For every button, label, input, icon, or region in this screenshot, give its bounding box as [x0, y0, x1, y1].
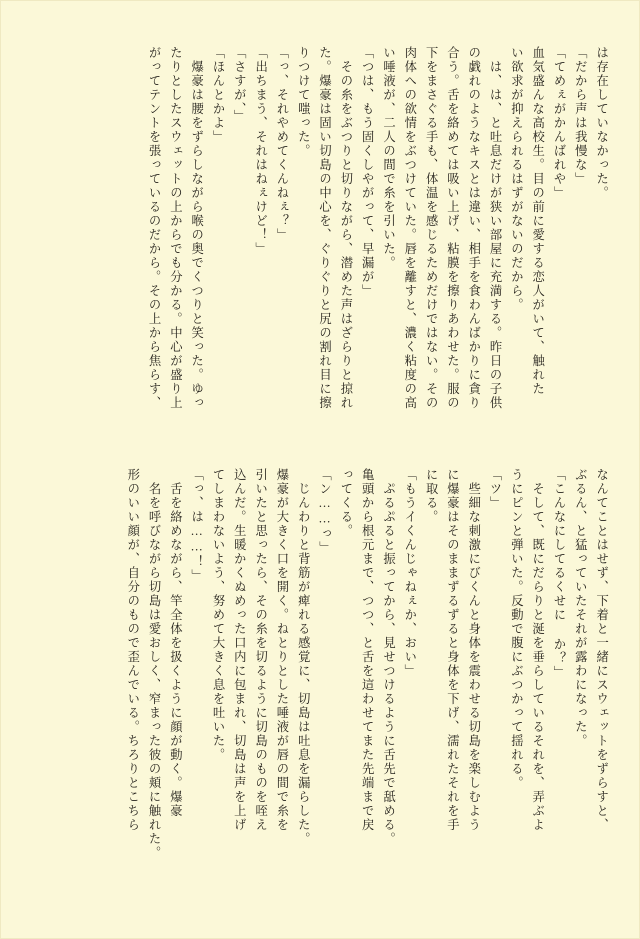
text-column: 「もうイくんじゃねぇか、おい」 — [402, 468, 417, 678]
text-column: 「てめぇがかんばれや」 — [551, 46, 566, 200]
text-column: に取る。 — [424, 468, 439, 524]
text-column: 血気盛んな高校生。目の前に愛する恋人がいて、触れた — [530, 46, 545, 396]
text-column: 「っ、それやめてくんねぇ？」 — [274, 46, 289, 242]
text-column: い欲求が抑えられるはずがないのだから。 — [509, 46, 524, 312]
text-column: ってくる。 — [338, 468, 353, 538]
text-column: りつけて嗤った。 — [296, 46, 311, 158]
text-column: 下をまさぐる手も、体温を感じるためだけではない。その — [424, 46, 439, 410]
text-column: 「出ちまう、それはねぇけど！」 — [253, 46, 268, 256]
text-column: そして、既にだらりと涎を垂らしているそれを、弄ぶよ — [530, 468, 545, 832]
text-column: 込んだ。生暖かくぬめった口内に包まれ、切島は声を上げ — [232, 468, 247, 832]
text-column: 「さすが、」 — [232, 46, 247, 124]
text-column: たりとしたスウェットの上からでも分かる。中心が盛り上 — [168, 46, 183, 410]
text-column: 「ほんとかよ」 — [210, 46, 225, 144]
text-column: じんわりと背筋が痺れる感覚に、切島は吐息を漏らした。 — [296, 468, 311, 846]
text-column: 「だから声は我慢な」 — [573, 46, 588, 186]
text-column: 「ツ」 — [488, 468, 503, 510]
text-column: うにピンと弾いた。反動で腹にぶつかって揺れる。 — [509, 468, 524, 790]
text-column: 爆豪は腰をずらしながら喉の奥でくつりと笑った。ゆっ — [189, 46, 204, 410]
upper-text-block — [143, 46, 612, 446]
text-column: に爆豪はそのままずるずると身体を下げ、濡れたそれを手 — [445, 468, 460, 832]
text-column: ぷるぷると振ってから、見せつけるように舌先で舐める。 — [381, 468, 396, 846]
text-column: 些細な刺激にびくんと身体を震わせる切島を楽しむよう — [466, 468, 481, 832]
text-column: 「つは、もう固くしやがって、早漏が」 — [360, 46, 375, 298]
text-column: 亀頭から根元まで、つつ、と舌を這わせてまた先端まで戻 — [360, 468, 375, 832]
text-column: 引いたと思ったら、その糸を切るように切島のものを咥え — [253, 468, 268, 832]
text-column: い唾液が、二人の間で糸を引いた。 — [381, 46, 396, 270]
text-column: 名を呼びながら切島は愛おしく、窄まった彼の頬に触れた。 — [147, 468, 162, 860]
text-column: 爆豪が大きく口を開く。ねとりとした唾液が唇の間で糸を — [274, 468, 289, 832]
text-column: 合う。舌を絡めては吸い上げ、粘膜を擦りあわせた。服の — [445, 46, 460, 410]
text-column: た。爆豪は固い切島の中心を、ぐりぐりと尻の割れ目に擦 — [317, 46, 332, 410]
text-column: 形のいい顔が、自分のもので歪んでいる。ちろりとこちら — [125, 468, 140, 832]
text-column: その糸をぶつりと切りながら、潜めた声はざらりと掠れ — [338, 46, 353, 410]
lower-text-block — [122, 468, 612, 898]
text-column: がってテントを張っているのだから。その上から焦らす、 — [147, 46, 162, 410]
text-column: の戯れのようなキスとは違い、相手を食わんばかりに貪り — [466, 46, 481, 410]
text-column: ぶるん、と猛っていたそれが露わになった。 — [573, 468, 588, 748]
text-column: は、は、と吐息だけが狭い部屋に充満する。昨日の子供 — [488, 46, 503, 410]
text-column: は存在していなかった。 — [594, 46, 609, 200]
text-column: なんてことはせず、下着と一緒にスウェットをずらすと、 — [594, 468, 609, 832]
text-column: 舌を絡めながら、竿全体を扱くように顔が動く。爆豪 — [168, 468, 183, 818]
page-text-area — [28, 46, 612, 909]
text-column: 「ン……っ」 — [317, 468, 332, 556]
text-column: 「こんなにしてるくせに か？」 — [551, 468, 566, 680]
text-column: てしまわないよう、努めて大きく息を吐いた。 — [210, 468, 225, 762]
text-column: 肉体への欲情をぶつけていた。唇を離すと、濃く粘度の高 — [402, 46, 417, 410]
text-column: 「っ、は……！」 — [189, 468, 204, 584]
